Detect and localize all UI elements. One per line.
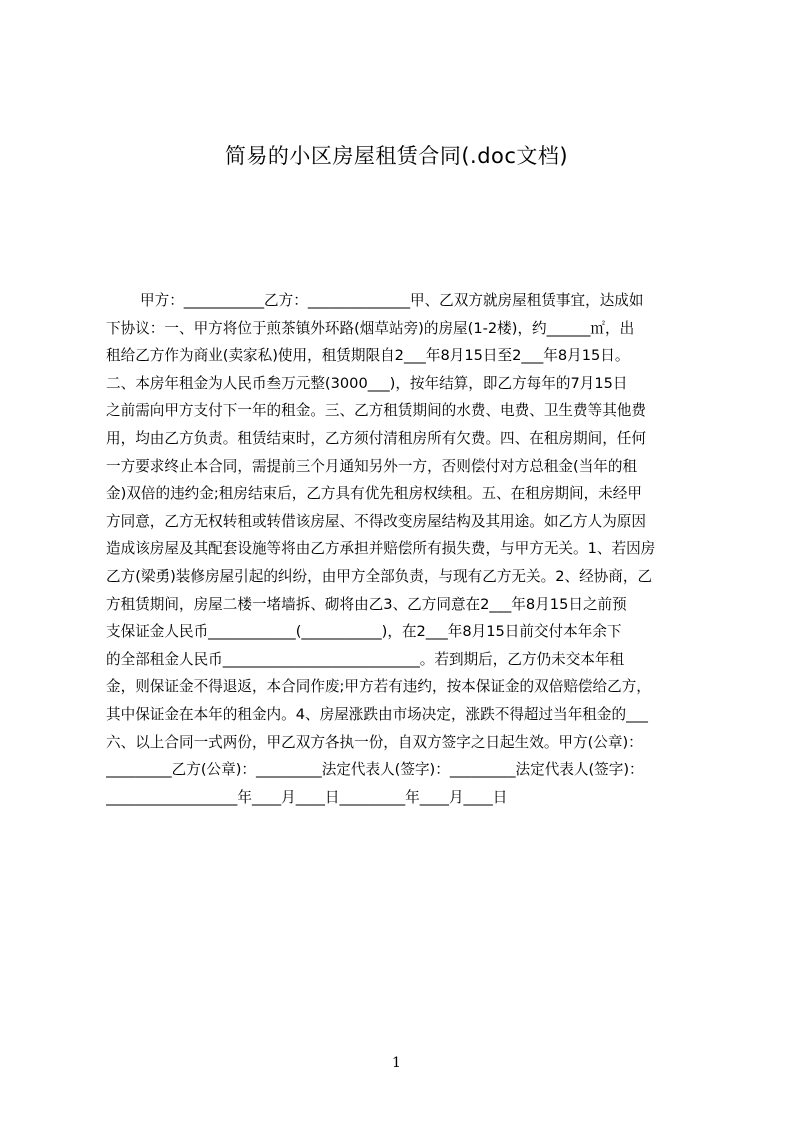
text-line: __________________年____月____日_________年____月____日: [106, 788, 508, 806]
text-line: 甲方：___________乙方：______________甲、乙双方就房屋租赁事宜，达成如: [140, 292, 644, 309]
text-line: 乙方(梁勇)装修房屋引起的纠纷，由甲方全部负责，与现有乙方无关。2、经协商，乙: [106, 567, 653, 585]
text-line: 二、本房年租金为人民币叁万元整(3000___)，按年结算，即乙方每年的7月15日: [106, 374, 628, 392]
text-line: 一方要求终止本合同，需提前三个月通知另外一方，否则偿付对方总租金(当年的租: [106, 457, 638, 475]
contract-body: [106, 287, 766, 807]
document-title: 简易的小区房屋租赁合同(.doc文档): [224, 144, 569, 168]
text-line: 金)双倍的违约金;租房结束后，乙方具有优先租房权续租。五、在租房期间，未经甲: [106, 485, 642, 503]
text-line: 下协议：一、甲方将位于煎茶镇外环路(烟草站旁)的房屋(1-2楼)，约______㎡，出: [106, 319, 635, 337]
page-number: 1: [392, 1055, 401, 1071]
text-line: 六、以上合同一式两份，甲乙双方各执一份，自双方签字之日起生效。甲方(公章)：: [106, 733, 643, 751]
text-line: 金，则保证金不得退返，本合同作废;甲方若有违约，按本保证金的双倍赔偿给乙方，: [106, 678, 651, 696]
text-line: 租给乙方作为商业(卖家私)使用，租赁期限自2___年8月15日至2___年8月15日。: [106, 347, 630, 365]
text-line: 方同意，乙方无权转租或转借该房屋、不得改变房屋结构及其用途。如乙方人为原因: [106, 512, 646, 530]
text-line: 之前需向甲方支付下一年的租金。三、乙方租赁期间的水费、电费、卫生费等其他费: [106, 402, 646, 420]
text-line: 用，均由乙方负责。租赁结束时，乙方须付清租房所有欠费。四、在租房期间，任何: [106, 429, 646, 447]
text-line: 其中保证金在本年的租金内。4、房屋涨跌由市场决定，涨跌不得超过当年租金的___: [106, 705, 648, 723]
text-line: 造成该房屋及其配套设施等将由乙方承担并赔偿所有损失费，与甲方无关。1、若因房: [106, 540, 656, 558]
text-line: 支保证金人民币____________(___________)，在2___年8月15日前交付本年余下: [106, 623, 622, 641]
text-line: 的全部租金人民币___________________________。若到期后，乙方仍未交本年租: [106, 650, 625, 668]
text-line: _________乙方(公章)：_________法定代表人(签字)：_________法定代表人(签字)：: [106, 761, 644, 779]
text-line: 方租赁期间，房屋二楼一堵墙拆、砌将由乙3、乙方同意在2___年8月15日之前预: [106, 595, 627, 613]
